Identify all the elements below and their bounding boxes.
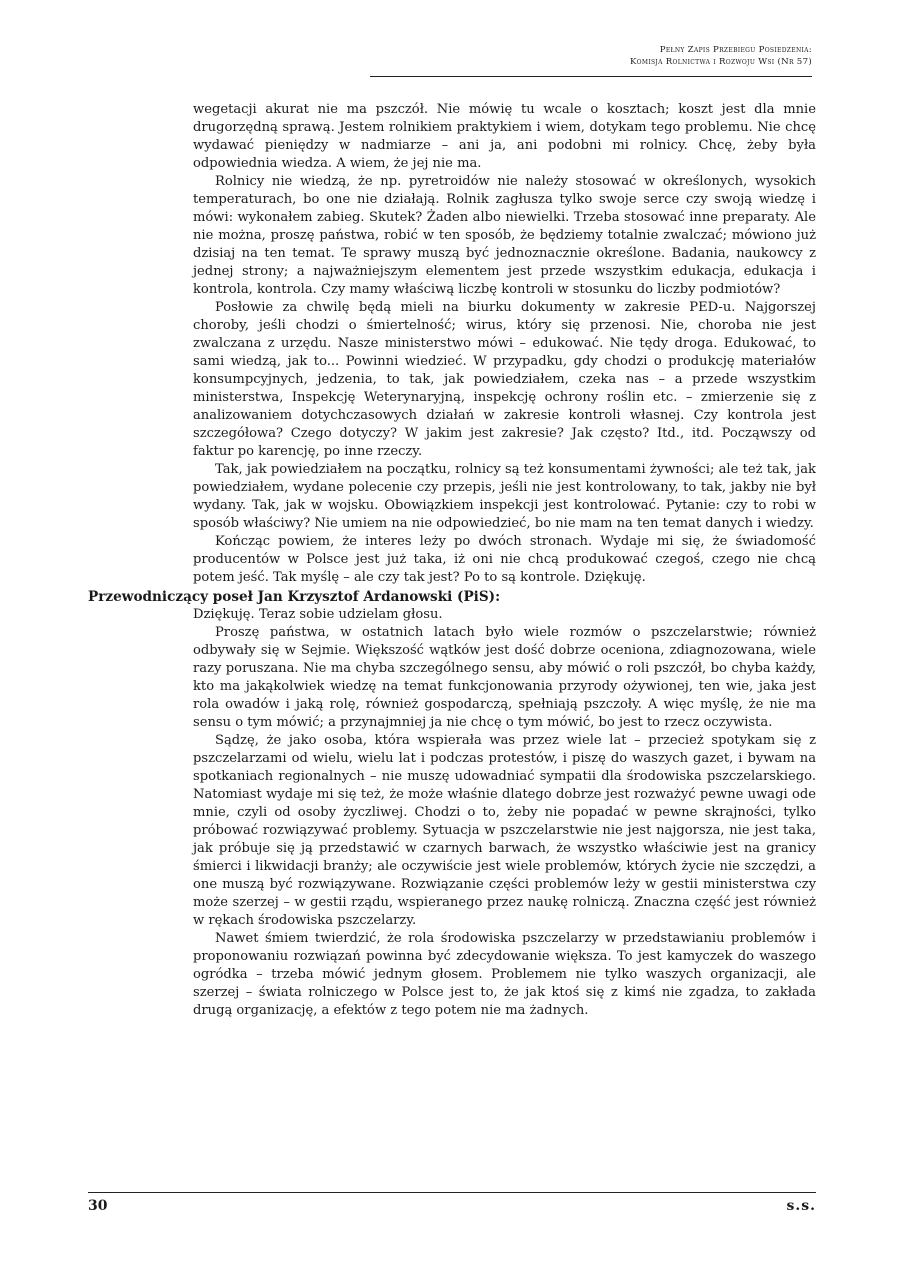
- paragraph: Kończąc powiem, że interes leży po dwóch stronach. Wydaje mi się, że świadomość producentów w Polsce jest już taka, iż oni nie chcą produkować czegoś, czego nie chcą potem jeść. Tak myślę – ale czy tak jest? Po to są kontrole. Dziękuję.: [193, 534, 816, 585]
- header-line-2: Komisja Rolnictwa i Rozwoju Wsi (Nr 57): [629, 57, 812, 67]
- paragraph: Nawet śmiem twierdzić, że rola środowiska pszczelarzy w przedstawianiu problemów i proponowaniu rozwiązań powinna być zdecydowanie większa. To jest kamyczek do waszego ogródka – trzeba mówić jednym głosem. Problemem nie tylko waszych organizacji, ale szerzej – świata rolniczego w Polsce jest to, że jak ktoś się z kimś nie zgadza, to zakłada drugą organizację, a efektów z tego potem nie ma żadnych.: [193, 931, 816, 1018]
- paragraph: Rolnicy nie wiedzą, że np. pyretroidów nie należy stosować w określonych, wysokich temperaturach, bo one nie działają. Rolnik zagłusza tylko swoje serce czy swoją wiedzę i mówi: wykonałem zabieg. Skutek? Żaden albo niewielki. Trzeba stosować inne preparaty. Ale nie można, proszę państwa, robić w ten sposób, że będziemy totalnie zwalczać; mówiono już dzisiaj na ten temat. Te sprawy muszą być jednoznacznie określone. Badania, naukowcy z jednej strony; a najważniejszym elementem jest przede wszystkim edukacja, edukacja i kontrola, kontrola. Czy mamy właściwą liczbę kontroli w stosunku do liczby podmiotów?: [193, 174, 816, 297]
- paragraph: wegetacji akurat nie ma pszczół. Nie mówię tu wcale o kosztach; koszt jest dla mnie drugorzędną sprawą. Jestem rolnikiem praktykiem i wiem, dotykam tego problemu. Nie chcę wydawać pieniędzy w nadmiarze – ani ja, ani podobni mi rolnicy. Chcę, żeby była odpowiednia wiedza. A wiem, że jej nie ma.: [193, 102, 816, 171]
- page-number: 30: [88, 1198, 108, 1214]
- footer-right-mark: s.s.: [786, 1198, 816, 1214]
- footer-rule: [88, 1192, 816, 1193]
- previous-speech: [193, 101, 816, 587]
- page-body: [88, 101, 816, 1020]
- chair-speech: [193, 606, 816, 1020]
- paragraph: Tak, jak powiedziałem na początku, rolnicy są też konsumentami żywności; ale też tak, jak powiedziałem, wydane polecenie czy przepis, jeśli nie jest kontrolowany, to tak, jakby nie był wydany. Tak, jak w wojsku. Obowiązkiem inspekcji jest kontrolować. Pytanie: czy to robi w sposób właściwy? Nie umiem na nie odpowiedzieć, bo nie mam na ten temat danych i wiedzy.: [193, 462, 816, 531]
- paragraph: Posłowie za chwilę będą mieli na biurku dokumenty w zakresie PED-u. Najgorszej choroby, jeśli chodzi o śmiertelność; wirus, który się przenosi. Nie, choroba nie jest zwalczana z urzędu. Nasze ministerstwo mówi – edukować. Nie tędy droga. Edukować, to sami wiedzą, jak to... Powinni wiedzieć. W przypadku, gdy chodzi o produkcję materiałów konsumpcyjnych, jedzenia, to tak, jak powiedziałem, czeka nas – a przede wszystkim ministerstwa, Inspekcję Weterynaryjną, inspekcję ochrony roślin etc. – zmierzenie się z analizowaniem dotychczasowych działań w zakresie kontroli własnej. Czy kontrola jest szczegółowa? Czego dotyczy? W jakim jest zakresie? Jak często? Itd., itd. Począwszy od faktur po karencję, po inne rzeczy.: [193, 300, 816, 459]
- speaker-heading: Przewodniczący poseł Jan Krzysztof Ardanowski (PiS):: [88, 589, 501, 605]
- running-header: [90, 44, 812, 68]
- header-line-1: Pełny Zapis Przebiegu Posiedzenia:: [659, 45, 812, 55]
- paragraph: Sądzę, że jako osoba, która wspierała was przez wiele lat – przecież spotykam się z pszczelarzami od wielu, wielu lat i podczas protestów, i piszę do waszych gazet, i bywam na spotkaniach regionalnych – nie muszę udowadniać sympatii dla środowiska pszczelarskiego. Natomiast wydaje mi się też, że może właśnie dlatego dobrze jest rozważyć pewne uwagi ode mnie, czyli od osoby życzliwej. Chodzi o to, żeby nie popadać w pewne skrajności, tylko próbować rozwiązywać problemy. Sytuacja w pszczelarstwie nie jest najgorsza, nie jest taka, jak próbuje się ją przedstawić w czarnych barwach, że wszystko właściwie jest na granicy śmierci i likwidacji branży; ale oczywiście jest wiele problemów, których życie nie szczędzi, a one muszą być rozwiązywane. Rozwiązanie części problemów leży w gestii ministerstwa czy może szerzej – w gestii rządu, wspieranego przez naukę rolniczą. Znaczna część jest również w rękach środowiska pszczelarzy.: [193, 733, 816, 928]
- paragraph: Dziękuję. Teraz sobie udzielam głosu.: [193, 607, 443, 622]
- paragraph: Proszę państwa, w ostatnich latach było wiele rozmów o pszczelarstwie; również odbywały się w Sejmie. Większość wątków jest dość dobrze oceniona, zdiagnozowana, wiele razy poruszana. Nie ma chyba szczególnego sensu, aby mówić o roli pszczół, bo chyba każdy, kto ma jakąkolwiek wiedzę na temat funkcjonowania przyrody ożywionej, ten wie, jaka jest rola owadów i jaką rolę, również gospodarczą, spełniają pszczoły. A więc myślę, że nie ma sensu o tym mówić; a przynajmniej ja nie chcę o tym mówić, bo jest to rzecz oczywista.: [193, 625, 816, 730]
- header-rule: [370, 76, 812, 77]
